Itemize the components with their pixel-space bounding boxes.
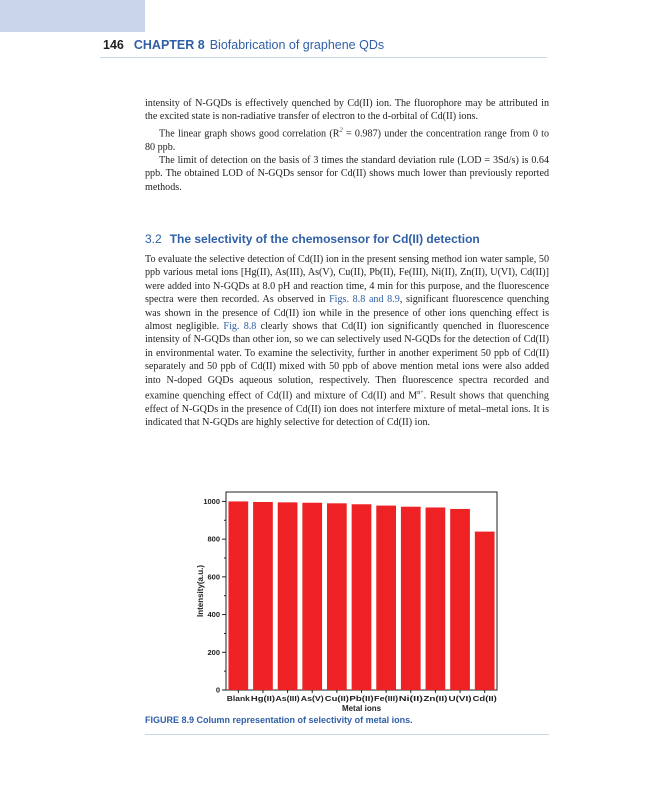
- x-tick-label: Fe(III): [374, 694, 399, 703]
- caption-rule: [145, 734, 549, 735]
- y-tick-label: 200: [207, 647, 220, 657]
- intro-paragraph-1: intensity of N-GQDs is effectively quenched by Cd(II) ion. The fluorophore may be attributed in the excited state is non-radiative transfer of electron to the d-orbital of Cd(II) ions.: [145, 98, 549, 123]
- figure-link-8-8-8-9[interactable]: Figs. 8.8 and 8.9: [329, 294, 400, 306]
- bar-asv: [302, 503, 322, 690]
- y-tick-label: 600: [207, 572, 220, 582]
- x-tick-label: Hg(II): [250, 694, 276, 703]
- body-text-2: , significant fluorescence quenching was shown in the presence of Cd(II) ion while in the presence of other ions quenching effect is almost negligible.: [145, 294, 550, 333]
- p2-superscript: 2: [339, 126, 343, 134]
- bar-uvi: [450, 509, 470, 690]
- y-tick-label: 0: [215, 685, 220, 695]
- figure-label: FIGURE 8.9: [145, 715, 195, 725]
- x-tick-label: Zn(II): [423, 694, 449, 703]
- y-tick-label: 400: [207, 610, 220, 620]
- x-tick-label: Cd(II): [472, 694, 498, 703]
- bar-pbii: [352, 504, 372, 690]
- figure-caption: [145, 715, 413, 725]
- body-text-3: clearly shows that Cd(II) ion significantly quenched in fluorescence intensity of N-GQDs than other ion, so we can selectively used N-GQDs for the detection of Cd(II) in environmental water. To examine the selectivity, further in another experiment 50 ppb of Cd(II) separately and 50 ppb of Cd(II) mixed with 50 ppb of above mention metal ions were also added into N-doped GQDs aqueous solution, respectively. Then fluorescence spectra recorded and examine quenching effect of Cd(II) and mixture of Cd(II) and M: [145, 321, 549, 402]
- body-text-4: . Result shows that quenching effect of N-GQDs in the presence of Cd(II) ion does not interfere mixture of metal–metal ions. It is indicated that N-GQDs are highly selective for detection of Cd(II) ion.: [145, 390, 549, 429]
- bar-niii: [401, 507, 421, 690]
- y-tick-label: 800: [207, 534, 220, 544]
- x-tick-label: Ni(II): [398, 694, 424, 703]
- figure-link-8-8[interactable]: Fig. 8.8: [223, 321, 257, 333]
- bar-cuii: [327, 503, 347, 690]
- page-number: 146: [103, 38, 124, 52]
- section-number: 3.2: [145, 232, 162, 246]
- section-title: The selectivity of the chemosensor for Cd(II) detection: [169, 232, 480, 246]
- y-tick-label: 1000: [203, 497, 220, 507]
- bar-feiii: [376, 506, 396, 690]
- figure-caption-text: Column representation of selectivity of metal ions.: [196, 715, 413, 725]
- x-tick-label: As(V): [300, 694, 325, 703]
- x-tick-label: As(III): [275, 694, 301, 703]
- chapter-title: Biofabrication of graphene QDs: [209, 38, 385, 52]
- x-tick-label: Pb(II): [349, 694, 375, 703]
- body-text-1: To evaluate the selective detection of Cd(II) ion in the present sensing method ion water sample, 50 ppb various metal ions [Hg(II), As(III), As(V), Cu(II), Pb(II), Fe(III), Ni(II), Zn(II), U(VI), Cd(II)] were added into N-GQDs at 8.0 pH and reaction time, 4 min for this purpose, and the fluorescence spectra were then recorded. As observed in: [145, 254, 549, 306]
- bar-asiii: [278, 502, 298, 690]
- intro-paragraph-3: The limit of detection on the basis of 3 times the standard deviation rule (LOD = 3Sd/s) is 0.64 ppb. The obtained LOD of N-GQDs sensor for Cd(II) shows much lower than previously reported methods.: [145, 154, 549, 193]
- x-tick-label: U(VI): [448, 694, 473, 703]
- y-axis-label: Intensity(a.u.): [196, 564, 205, 618]
- x-tick-label: Cu(II): [324, 694, 350, 703]
- p2-text-b: = 0.987) under the concentration range from 0 to 80 ppb.: [145, 128, 550, 153]
- ion-superscript: n+: [417, 390, 424, 397]
- bar-znii: [426, 507, 446, 690]
- p2-text-a: The linear graph shows good correlation (R: [159, 128, 340, 140]
- bar-hgii: [253, 502, 273, 690]
- bar-blank: [228, 501, 248, 690]
- x-tick-label: Blank: [226, 694, 251, 703]
- chapter-label: CHAPTER 8: [133, 38, 205, 52]
- x-axis-label: Metal ions: [341, 704, 382, 713]
- bar-cdii: [475, 532, 495, 690]
